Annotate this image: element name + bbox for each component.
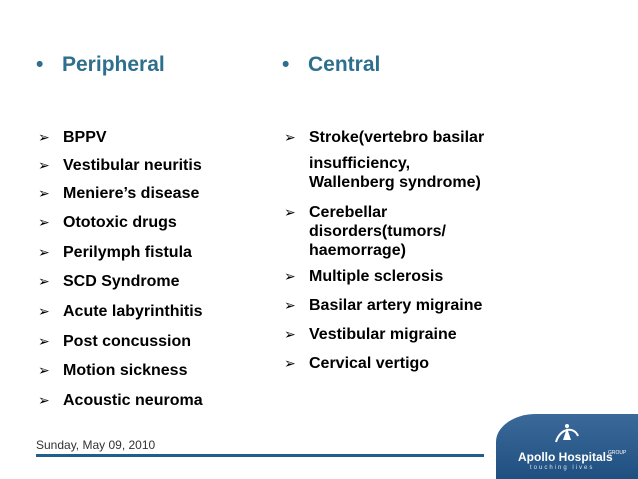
arrow-bullet-icon: ➢ <box>38 157 50 173</box>
apollo-emblem-icon <box>552 422 582 444</box>
arrow-bullet-icon: ➢ <box>38 244 50 260</box>
list-item: ➢ Multiple sclerosis <box>284 268 444 285</box>
list-item: ➢ Vestibular neuritis <box>38 157 202 174</box>
peripheral-heading-text: Peripheral <box>62 53 165 76</box>
logo-tagline: touching lives <box>530 465 595 471</box>
list-item: ➢ Cerebellar disorders(tumors/ haemorrage) <box>284 204 446 259</box>
heading-bullet: • <box>36 53 44 76</box>
list-item: ➢ Stroke(vertebro basilar insufficiency, Wallenberg syndrome) <box>284 129 485 191</box>
arrow-bullet-icon: ➢ <box>284 268 296 284</box>
list-item: ➢ Ototoxic drugs <box>38 214 177 231</box>
arrow-bullet-icon: ➢ <box>38 362 50 378</box>
arrow-bullet-icon: ➢ <box>38 214 50 230</box>
footer-date: Sunday, May 09, 2010 <box>36 438 156 452</box>
arrow-bullet-icon: ➢ <box>284 355 296 371</box>
arrow-bullet-icon: ➢ <box>38 333 50 349</box>
list-item: ➢ Acoustic neuroma <box>38 392 203 409</box>
list-item: ➢ Cervical vertigo <box>284 355 430 372</box>
arrow-bullet-icon: ➢ <box>38 273 50 289</box>
arrow-bullet-icon: ➢ <box>284 204 296 220</box>
list-item: ➢ Meniere’s disease <box>38 185 200 202</box>
list-item: ➢ Vestibular migraine <box>284 326 457 343</box>
list-item: ➢ Perilymph fistula <box>38 244 192 261</box>
list-item: ➢ Basilar artery migraine <box>284 297 483 314</box>
arrow-bullet-icon: ➢ <box>38 185 50 201</box>
arrow-bullet-icon: ➢ <box>38 129 50 145</box>
arrow-bullet-icon: ➢ <box>284 297 296 313</box>
arrow-bullet-icon: ➢ <box>38 303 50 319</box>
list-item: ➢ Acute labyrinthitis <box>38 303 203 320</box>
peripheral-heading <box>36 53 165 77</box>
logo-group: GROUP <box>608 450 627 456</box>
arrow-bullet-icon: ➢ <box>38 392 50 408</box>
arrow-bullet-icon: ➢ <box>284 129 296 145</box>
apollo-hospitals-logo <box>496 414 638 479</box>
logo-name: Apollo Hospitals <box>518 450 613 464</box>
central-heading <box>282 53 380 77</box>
list-item: ➢ SCD Syndrome <box>38 273 180 290</box>
heading-bullet: • <box>282 53 290 76</box>
list-item: ➢ BPPV <box>38 129 107 146</box>
footer-divider <box>36 454 484 457</box>
arrow-bullet-icon: ➢ <box>284 326 296 342</box>
central-heading-text: Central <box>308 53 381 76</box>
list-item: ➢ Motion sickness <box>38 362 188 379</box>
list-item: ➢ Post concussion <box>38 333 192 350</box>
